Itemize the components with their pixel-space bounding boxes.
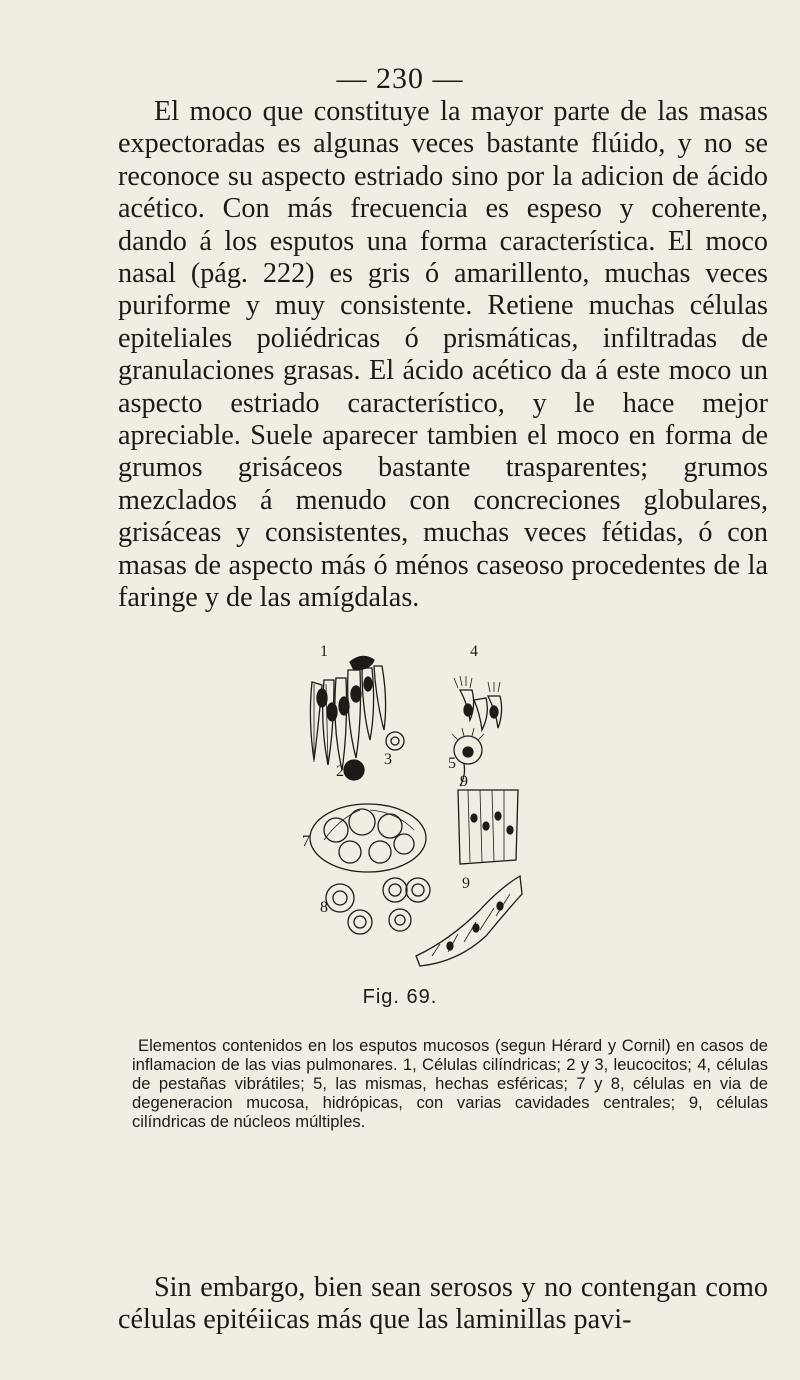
page-number: — 230 — [336,62,464,95]
spherical-ciliated-cell-5 [452,728,484,786]
paragraph-moco: El moco que constituye la mayor parte de las masas expectoradas es algunas veces bastante flúido, y no se reconoce su aspecto estriado sino por la adicion de ácido acético. Con más frecuencia es espeso y coherente, dando á los esputos una forma característica. El moco nasal (pág. 222) es gris ó amarillento, muchas veces puriforme y muy consistente. Retiene muchas células epiteliales poliédricas ó prismáticas, infiltradas de granulaciones grasas. El ácido acético da á este moco un aspecto estriado característico, y le hace mejor apreciable. Suele aparecer tambien el moco en forma de grumos grisáceos bastante trasparentes; grumos mezclados á menudo con concreciones globulares, grisáceas y consistentes, muchas veces fétidas, ó con masas de aspecto más ó ménos caseoso procedentes de la faringe y de las amígdalas. [118,96,768,614]
ciliated-cells-group [454,676,502,730]
figure-caption: Elementos contenidos en los esputos mucosos (segun Hérard y Cornil) en casos de inflamacion de las vias pulmonares. 1, Células cilíndricas; 2 y 3, leucocitos; 4, células de pestañas vibrátiles; 5, las mismas, hechas esféricas; 7 y 8, células en via de degeneracion mucosa, hidrópicas, con varias cavidades centrales; 9, células cilíndricas de núcleos múltiples. [132,1036,768,1131]
leucocyte-2 [344,760,364,780]
figure-number-7: 7 [302,833,310,850]
leucocyte-3 [386,732,404,750]
multinucleate-cells-9-top [458,790,518,864]
mucous-degeneration-cells-7 [310,804,426,872]
paragraph-serosos: Sin embargo, bien sean serosos y no contengan como células epitéiicas más que las laminillas pavi- [118,1272,768,1336]
figure-number-1: 1 [320,643,328,660]
cylindrical-cells-group [310,656,385,770]
figure-number-5: 5 [448,755,456,772]
degenerate-cells-8 [326,878,430,934]
figure-number-9-bottom: 9 [462,875,470,892]
figure-title: Fig. 69. [362,986,438,1008]
figure-number-8: 8 [320,899,328,916]
figure-number-3: 3 [384,751,392,768]
figure-number-4: 4 [470,643,478,660]
figure-number-9-top: 9 [460,773,468,790]
figure-number-2: 2 [336,763,344,780]
figure-illustration [300,640,530,985]
